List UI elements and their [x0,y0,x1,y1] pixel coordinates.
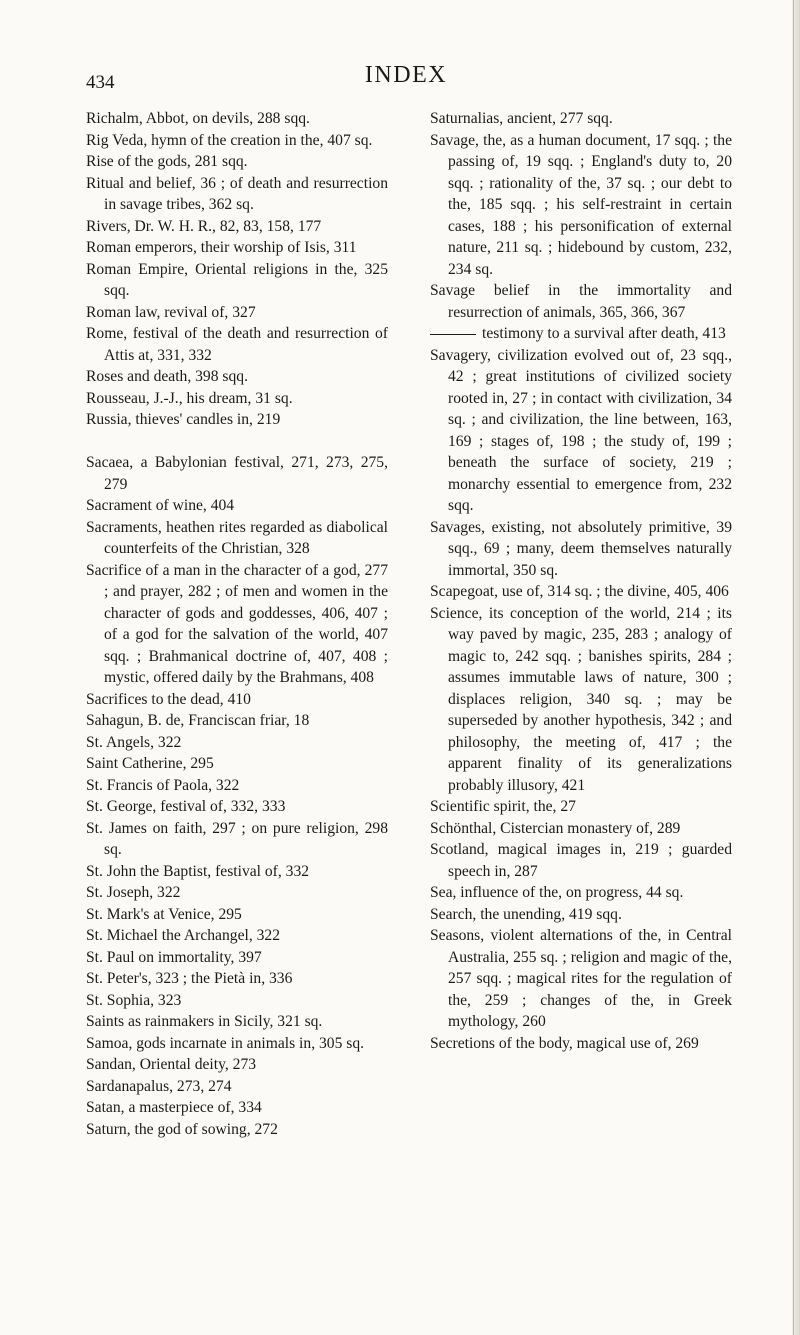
index-entry [430,839,732,882]
index-entry-text: Roses and death, 398 sqq. [86,368,248,385]
index-entry-text: St. Paul on immortality, 397 [86,948,262,966]
index-entry [430,280,732,323]
running-head: INDEX [364,62,448,88]
index-entry-text: St. John the Baptist, festival of, 332 [86,862,310,880]
index-entry [86,151,388,173]
index-entry-text: Scientific spirit, the, 27 [430,798,576,815]
index-entry [86,947,388,969]
index-entry [86,1097,388,1119]
index-entry [430,130,732,281]
index-entry [86,560,388,689]
index-entry-text: Rig Veda, hymn of the creation in the, 407 sq. [86,131,373,149]
index-entry [430,323,732,345]
index-entry-text: Rise of the gods, 281 sqq. [86,153,248,170]
index-entry-text: St. Sophia, 323 [86,991,182,1009]
index-entry [86,237,388,259]
index-entry [86,259,388,302]
index-entry-text: Russia, thieves' candles in, 219 [86,411,281,428]
index-entry-text: Search, the unending, 419 sqq. [430,905,622,923]
index-entry-text: St. George, festival of, 332, 333 [86,798,286,815]
index-entry-text: Sandan, Oriental deity, 273 [86,1056,257,1073]
page-header [86,62,726,92]
index-entry-text: Saturnalias, ancient, 277 sqq. [430,110,613,127]
index-entry [86,409,388,431]
index-entry [86,710,388,732]
index-entry [86,732,388,754]
index-entry [86,216,388,238]
index-entry-text: St. Joseph, 322 [86,884,181,901]
index-entry-text: Sacrifices to the dead, 410 [86,690,251,708]
index-entry-text: St. Peter's, 323 ; the Pietà in, 336 [86,970,293,987]
index-entry [430,345,732,517]
index-entry-text: Savage belief in the immortality and resurrection of animals, 365, 366, 367 [430,282,732,321]
index-columns [86,108,732,1308]
repeat-dash [430,334,476,335]
index-entry-text: Scotland, magical images in, 219 ; guarded speech in, 287 [430,841,732,880]
index-entry [86,495,388,517]
index-entry [86,1033,388,1055]
index-entry-text: Sacrifice of a man in the character of a god, 277 ; and prayer, 282 ; of men and women in the character of gods and goddesses, 406, 407 ; of a god for the salvation of the world, 407 sqq. ; Brahmanical doctrine of, 407, 408 ; mystic, offered daily by the Brahmans, 408 [86,561,388,686]
page-edge-line [793,0,794,1335]
index-entry-text: Rome, festival of the death and resurrection of Attis at, 331, 332 [86,325,388,364]
index-entry-text: Sacrament of wine, 404 [86,497,235,514]
index-entry-text: Sardanapalus, 273, 274 [86,1077,232,1095]
index-entry-text: Schönthal, Cistercian monastery of, 289 [430,819,681,837]
index-entry-text: Sacraments, heathen rites regarded as diabolical counterfeits of the Christian, 328 [86,518,388,557]
index-entry-text: Roman law, revival of, 327 [86,303,256,321]
index-entry-text: Seasons, violent alternations of the, in Central Australia, 255 sq. ; religion and magic of the, 257 sqq. ; magical rites for the regulation of the, 259 ; changes of the, in Greek mythology, 260 [430,927,732,1030]
index-entry [86,753,388,775]
index-entry-text: Sahagun, B. de, Franciscan friar, 18 [86,712,310,729]
index-entry-text: St. Michael the Archangel, 322 [86,927,281,944]
index-entry-text: Richalm, Abbot, on devils, 288 sqq. [86,110,310,127]
index-entry-text: Savages, existing, not absolutely primitive, 39 sqq., 69 ; many, deem themselves naturally immortal, 350 sq. [430,518,732,579]
index-entry-text: Satan, a masterpiece of, 334 [86,1099,262,1116]
index-entry [86,775,388,797]
index-entry [86,925,388,947]
index-entry-text: St. Angels, 322 [86,733,182,751]
index-entry [86,130,388,152]
left-column [86,108,388,1140]
index-entry-text: Sacaea, a Babylonian festival, 271, 273, 275, 279 [86,454,388,493]
index-entry [86,1054,388,1076]
index-entry [86,1011,388,1033]
page-number: 434 [86,72,115,93]
index-entry [86,366,388,388]
index-entry-text: Rivers, Dr. W. H. R., 82, 83, 158, 177 [86,217,322,235]
index-entry-text: Saints as rainmakers in Sicily, 321 sq. [86,1013,323,1030]
index-entry [86,968,388,990]
index-entry [86,323,388,366]
index-entry-text: testimony to a survival after death, 413 [482,325,726,342]
index-entry [86,689,388,711]
index-entry [86,108,388,130]
index-entry-text: Samoa, gods incarnate in animals in, 305 sq. [86,1034,365,1052]
index-entry-text: Ritual and belief, 36 ; of death and resurrection in savage tribes, 362 sq. [86,174,388,213]
index-entry [86,904,388,926]
index-entry [86,388,388,410]
index-entry [430,108,732,130]
index-entry [86,818,388,861]
index-entry [86,173,388,216]
index-entry-text: Sea, influence of the, on progress, 44 sq. [430,884,684,901]
index-entry [86,517,388,560]
index-entry-text: Secretions of the body, magical use of, 269 [430,1034,699,1052]
index-entry [430,796,732,818]
index-entry [430,1033,732,1055]
index-entry [430,517,732,582]
index-entry [86,1076,388,1098]
index-entry-text: Rousseau, J.-J., his dream, 31 sq. [86,389,293,407]
index-entry [430,603,732,797]
index-entry-text: Savage, the, as a human document, 17 sqq. ; the passing of, 19 sqq. ; England's duty to, 20 sqq. ; rationality of the, 37 sq. ; our debt to the, 185 sqq. ; his self-restraint in certain cases, 188 ; his personification of external nature, 211 sq. ; hidebound by custom, 232, 234 sq. [430,131,732,278]
index-entry [86,882,388,904]
index-entry [86,1119,388,1141]
right-column [430,108,732,1054]
index-entry [86,452,388,495]
index-entry-text: Roman Empire, Oriental religions in the, 325 sqq. [86,260,388,299]
index-entry-text: St. James on faith, 297 ; on pure religion, 298 sq. [86,819,388,858]
index-entry-text: Science, its conception of the world, 214 ; its way paved by magic, 235, 283 ; analogy of magic to, 242 sqq. ; banishes spirits, 284 ; assumes immutable laws of nature, 300 ; displaces religion, 340 sq. ; may be superseded by another hypothesis, 342 ; and philosophy, the meeting of, 417 ; the apparent finality of its generalizations probably illusory, 421 [430,604,732,794]
index-entry-text: Roman emperors, their worship of Isis, 311 [86,239,357,256]
index-entry-text: Saturn, the god of sowing, 272 [86,1120,278,1138]
index-entry-text: Scapegoat, use of, 314 sq. ; the divine, 405, 406 [430,583,729,600]
index-entry [86,861,388,883]
index-entry [86,302,388,324]
index-entry [430,581,732,603]
index-entry [430,818,732,840]
index-entry [430,882,732,904]
index-entry [430,904,732,926]
index-entry-text: St. Mark's at Venice, 295 [86,905,242,923]
index-entry-text: Saint Catherine, 295 [86,755,214,772]
index-entry [86,796,388,818]
index-entry [430,925,732,1033]
index-entry-text: Savagery, civilization evolved out of, 23 sqq., 42 ; great institutions of civilized society rooted in, 27 ; in contact with civilization, 34 sq. ; and civilization, the line between, 163, 169 ; stages of, 198 ; the study of, 199 ; beneath the surface of society, 219 ; monarchy essential to emergence from, 232 sqq. [430,346,732,514]
index-entry [86,990,388,1012]
index-entry-text: St. Francis of Paola, 322 [86,776,240,794]
